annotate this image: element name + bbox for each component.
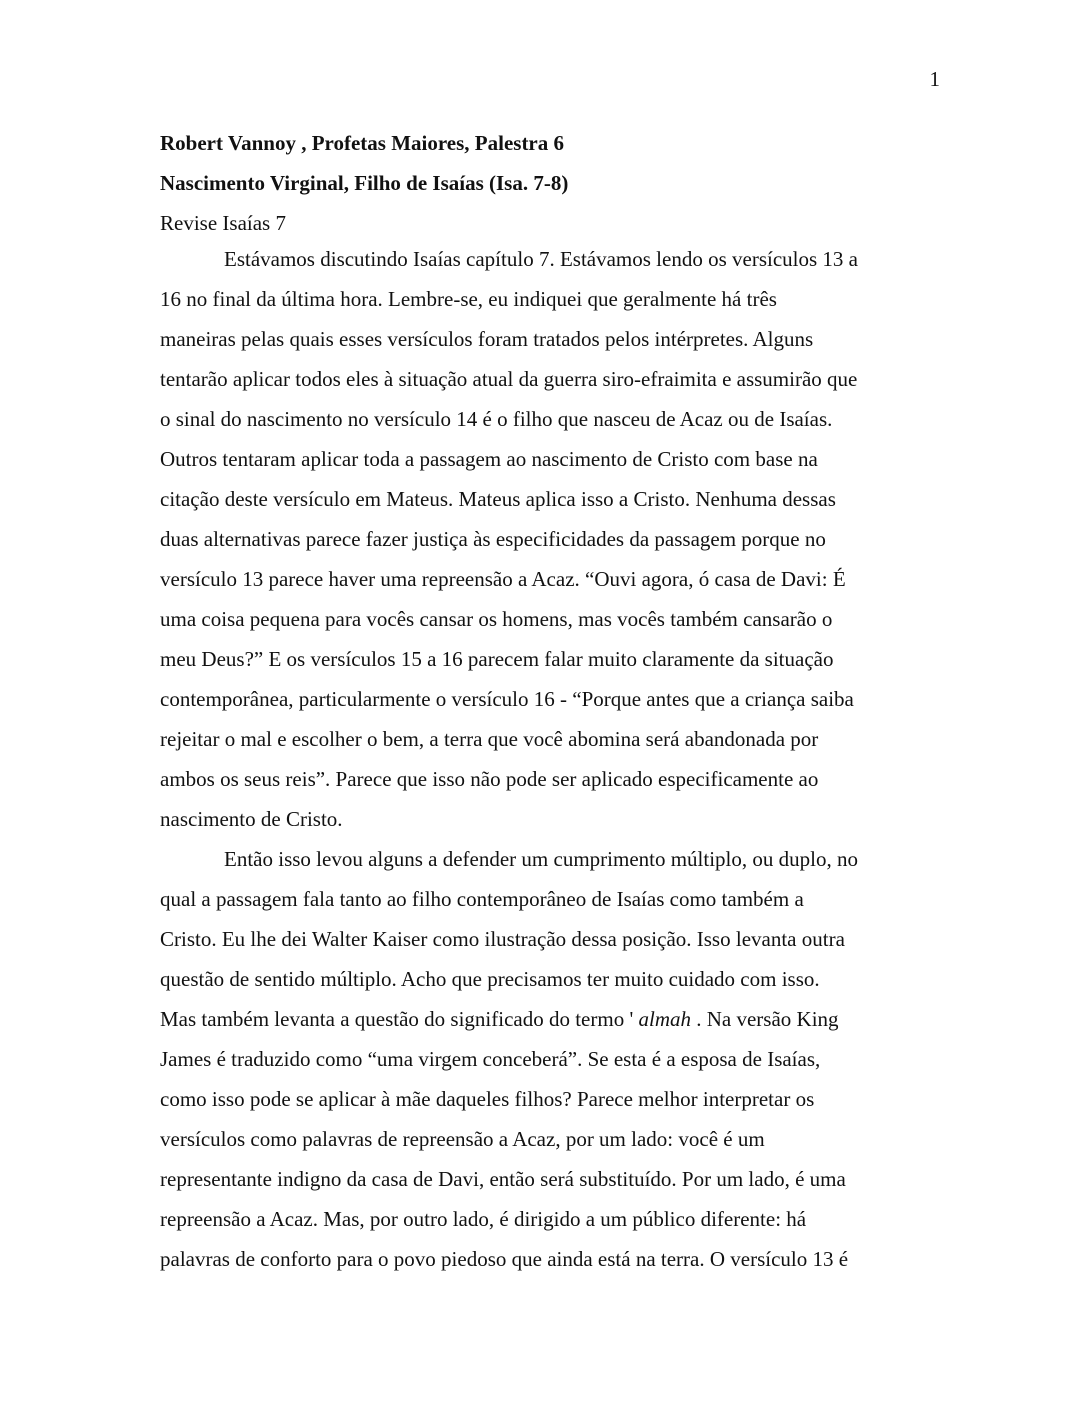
hebrew-term-almah: almah <box>638 1007 691 1031</box>
paragraph-text: Mas também levanta a questão do significado do termo ' <box>160 1007 639 1031</box>
lecture-title: Robert Vannoy , Profetas Maiores, Palestra 6 <box>160 131 565 155</box>
paragraph-line: palavras de conforto para o povo piedoso que ainda está na terra. O versículo 13 é <box>160 1247 849 1271</box>
paragraph-line: James é traduzido como “uma virgem conceberá”. Se esta é a esposa de Isaías, <box>160 1047 821 1071</box>
paragraph-text: . Na versão King <box>691 1007 839 1031</box>
paragraph-line: Estávamos discutindo Isaías capítulo 7. Estávamos lendo os versículos 13 a <box>224 247 858 271</box>
paragraph-line <box>160 1004 940 1044</box>
paragraph-line: meu Deus?” E os versículos 15 a 16 parecem falar muito claramente da situação <box>160 647 834 671</box>
paragraph-line: versículos como palavras de repreensão a Acaz, por um lado: você é um <box>160 1127 765 1151</box>
paragraph-line: versículo 13 parece haver uma repreensão a Acaz. “Ouvi agora, ó casa de Davi: É <box>160 567 846 591</box>
paragraph-line: questão de sentido múltiplo. Acho que precisamos ter muito cuidado com isso. <box>160 967 820 991</box>
paragraph-line: o sinal do nascimento no versículo 14 é o filho que nasceu de Acaz ou de Isaías. <box>160 407 833 431</box>
paragraph-line: nascimento de Cristo. <box>160 807 343 831</box>
paragraph-line: como isso pode se aplicar à mãe daqueles filhos? Parece melhor interpretar os <box>160 1087 815 1111</box>
paragraph-line: contemporânea, particularmente o versículo 16 - “Porque antes que a criança saiba <box>160 687 854 711</box>
paragraph-line: Então isso levou alguns a defender um cumprimento múltiplo, ou duplo, no <box>224 847 858 871</box>
body-text <box>160 244 940 1284</box>
paragraph-line: citação deste versículo em Mateus. Mateus aplica isso a Cristo. Nenhuma dessas <box>160 487 836 511</box>
paragraph-line: representante indigno da casa de Davi, então será substituído. Por um lado, é uma <box>160 1167 846 1191</box>
paragraph-line: duas alternativas parece fazer justiça às especificidades da passagem porque no <box>160 527 826 551</box>
paragraph-line: 16 no final da última hora. Lembre-se, eu indiquei que geralmente há três <box>160 287 777 311</box>
paragraph-line: ambos os seus reis”. Parece que isso não pode ser aplicado especificamente ao <box>160 767 819 791</box>
section-heading: Revise Isaías 7 <box>160 211 286 235</box>
paragraph-line: Cristo. Eu lhe dei Walter Kaiser como ilustração dessa posição. Isso levanta outra <box>160 927 845 951</box>
lecture-subtitle: Nascimento Virginal, Filho de Isaías (Isa. 7-8) <box>160 171 569 195</box>
paragraph-line: repreensão a Acaz. Mas, por outro lado, é dirigido a um público diferente: há <box>160 1207 807 1231</box>
paragraph-line: uma coisa pequena para vocês cansar os homens, mas vocês também cansarão o <box>160 607 833 631</box>
paragraph-line: maneiras pelas quais esses versículos foram tratados pelos intérpretes. Alguns <box>160 327 814 351</box>
paragraph-line: Outros tentaram aplicar toda a passagem ao nascimento de Cristo com base na <box>160 447 818 471</box>
paragraph-line: tentarão aplicar todos eles à situação atual da guerra siro-efraimita e assumirão que <box>160 367 858 391</box>
paragraph-line: rejeitar o mal e escolher o bem, a terra que você abomina será abandonada por <box>160 727 819 751</box>
paragraph-line: qual a passagem fala tanto ao filho contemporâneo de Isaías como também a <box>160 887 804 911</box>
page-number: 1 <box>929 67 940 91</box>
